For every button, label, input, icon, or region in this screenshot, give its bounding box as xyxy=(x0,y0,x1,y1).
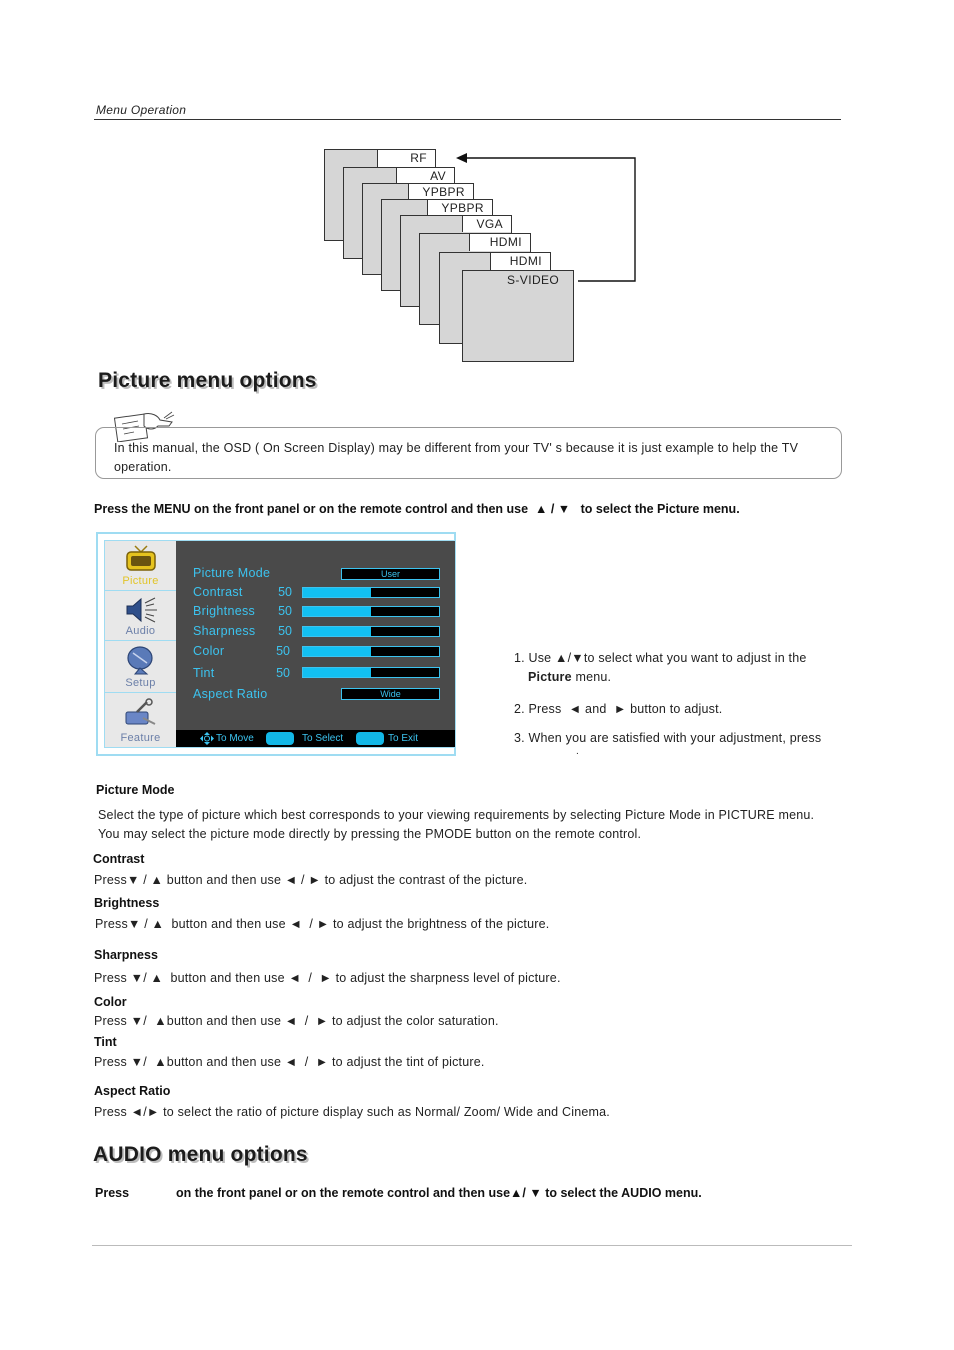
audio-instruction-rest: on the front panel or on the remote control and then use▲/ ▼ to select the AUDIO menu. xyxy=(176,1186,702,1200)
sharpness-slider[interactable] xyxy=(302,626,440,637)
source-tab-vga: VGA xyxy=(462,215,512,232)
slider-fill xyxy=(303,647,371,656)
note-text: In this manual, the OSD ( On Screen Display) may be different from your TV' s because it is just example to help the TV operation. xyxy=(114,441,799,474)
item-text-aspect-ratio: Press ◄/► to select the ratio of picture display such as Normal/ Zoom/ Wide and Cinema. xyxy=(94,1105,610,1119)
picture-mode-select[interactable]: User xyxy=(341,568,440,580)
source-tab-hdmi-1: HDMI xyxy=(469,233,531,251)
source-tab-rf: RF xyxy=(377,149,436,167)
source-tab-hdmi-2: HDMI xyxy=(490,252,551,270)
slider-fill xyxy=(303,668,371,677)
source-tab-ypbpr-1: YPBPR xyxy=(408,183,474,200)
footer-divider xyxy=(92,1245,852,1246)
picture-instruction: Press the MENU on the front panel or on the remote control and then use ▲ / ▼ to select the Picture menu. xyxy=(94,502,740,516)
osd-row-color-label: Color xyxy=(193,644,225,658)
item-text-tint: Press ▼/ ▲button and then use ◄ / ► to adjust the tint of picture. xyxy=(94,1055,485,1069)
item-title-color: Color xyxy=(94,995,127,1009)
source-tab-av: AV xyxy=(396,167,455,185)
footer-exit-label: To Exit xyxy=(388,733,419,744)
tv-icon xyxy=(125,544,157,572)
osd-row-aspect-ratio-label: Aspect Ratio xyxy=(193,687,268,701)
step-1 xyxy=(514,651,807,684)
osd-tab-audio[interactable] xyxy=(105,591,176,641)
osd-row-brightness-label: Brightness xyxy=(193,604,256,618)
cycle-arrow xyxy=(450,150,640,290)
satellite-dish-icon xyxy=(125,645,157,675)
speaker-icon xyxy=(123,595,159,625)
osd-footer-bar xyxy=(176,730,455,747)
step-1-line-1: 1. Use ▲/▼to select what you want to adjust in the xyxy=(514,651,807,665)
slider-fill xyxy=(303,607,371,616)
color-slider[interactable] xyxy=(302,646,440,657)
brightness-slider[interactable] xyxy=(302,606,440,617)
footer-move-label: To Move xyxy=(216,733,254,744)
footer-select-label: To Select xyxy=(302,733,344,744)
osd-tab-setup[interactable] xyxy=(105,641,176,693)
item-text-contrast: Press▼ / ▲ button and then use ◄ / ► to adjust the contrast of the picture. xyxy=(94,873,528,887)
item-title-brightness: Brightness xyxy=(94,896,160,910)
audio-menu-heading: AUDIO menu options xyxy=(93,1143,308,1166)
osd-row-contrast-label: Contrast xyxy=(193,585,243,599)
osd-sidebar xyxy=(105,541,176,747)
tint-value: 50 xyxy=(276,666,290,680)
step-1-rest: menu. xyxy=(571,670,612,684)
slider-fill xyxy=(303,627,371,636)
item-title-picture-mode: Picture Mode xyxy=(96,783,175,797)
picture-menu-heading: Picture menu options xyxy=(98,369,317,392)
osd-tab-label: Setup xyxy=(125,677,156,689)
osd-row-sharpness-label: Sharpness xyxy=(193,624,256,638)
item-text-picture-mode: Select the type of picture which best corresponds to your viewing requirements by selecting Picture Mode in PICTURE menu. You may select the picture mode directly by pressing the PMODE button on the remote control. xyxy=(98,808,815,841)
osd-tab-label: Picture xyxy=(122,575,159,587)
osd-row-tint-label: Tint xyxy=(193,666,215,680)
osd-tab-feature[interactable] xyxy=(105,693,176,747)
item-title-contrast: Contrast xyxy=(93,852,145,866)
osd-tab-label: Audio xyxy=(125,625,156,637)
item-title-aspect-ratio: Aspect Ratio xyxy=(94,1084,171,1098)
item-text-brightness: Press▼ / ▲ button and then use ◄ / ► to adjust the brightness of the picture. xyxy=(95,917,550,931)
contrast-slider[interactable] xyxy=(302,587,440,598)
slider-fill xyxy=(303,588,371,597)
sharpness-value: 50 xyxy=(278,624,292,638)
exit-key-icon xyxy=(356,732,384,745)
aspect-ratio-select[interactable]: Wide xyxy=(341,688,440,700)
tint-slider[interactable] xyxy=(302,667,440,678)
item-title-tint: Tint xyxy=(94,1035,117,1049)
brightness-value: 50 xyxy=(278,604,292,618)
select-key-icon xyxy=(266,732,294,745)
step-3-continued: . xyxy=(576,746,579,757)
audio-instruction-press: Press xyxy=(95,1186,130,1200)
osd-tab-picture[interactable] xyxy=(105,541,176,591)
osd-row-picture-mode-label: Picture Mode xyxy=(193,566,271,580)
osd-tab-label: Feature xyxy=(120,732,161,744)
item-text-color: Press ▼/ ▲button and then use ◄ / ► to adjust the color saturation. xyxy=(94,1014,499,1028)
step-1-line-2 xyxy=(514,670,807,684)
item-title-sharpness: Sharpness xyxy=(94,948,158,962)
section-label: Menu Operation xyxy=(96,103,187,117)
tools-icon xyxy=(123,698,159,728)
source-stack-diagram xyxy=(0,0,954,370)
step-1-bold: Picture xyxy=(528,670,572,684)
step-3: 3. When you are satisfied with your adjustment, press xyxy=(514,731,822,745)
source-tab-s-video: S-VIDEO xyxy=(507,273,560,287)
move-arrows-icon xyxy=(200,732,214,745)
source-tab-ypbpr-2: YPBPR xyxy=(427,199,493,216)
color-value: 50 xyxy=(276,644,290,658)
contrast-value: 50 xyxy=(278,585,292,599)
item-text-sharpness: Press ▼/ ▲ button and then use ◄ / ► to adjust the sharpness level of picture. xyxy=(94,971,561,985)
step-2: 2. Press ◄ and ► button to adjust. xyxy=(514,702,723,716)
